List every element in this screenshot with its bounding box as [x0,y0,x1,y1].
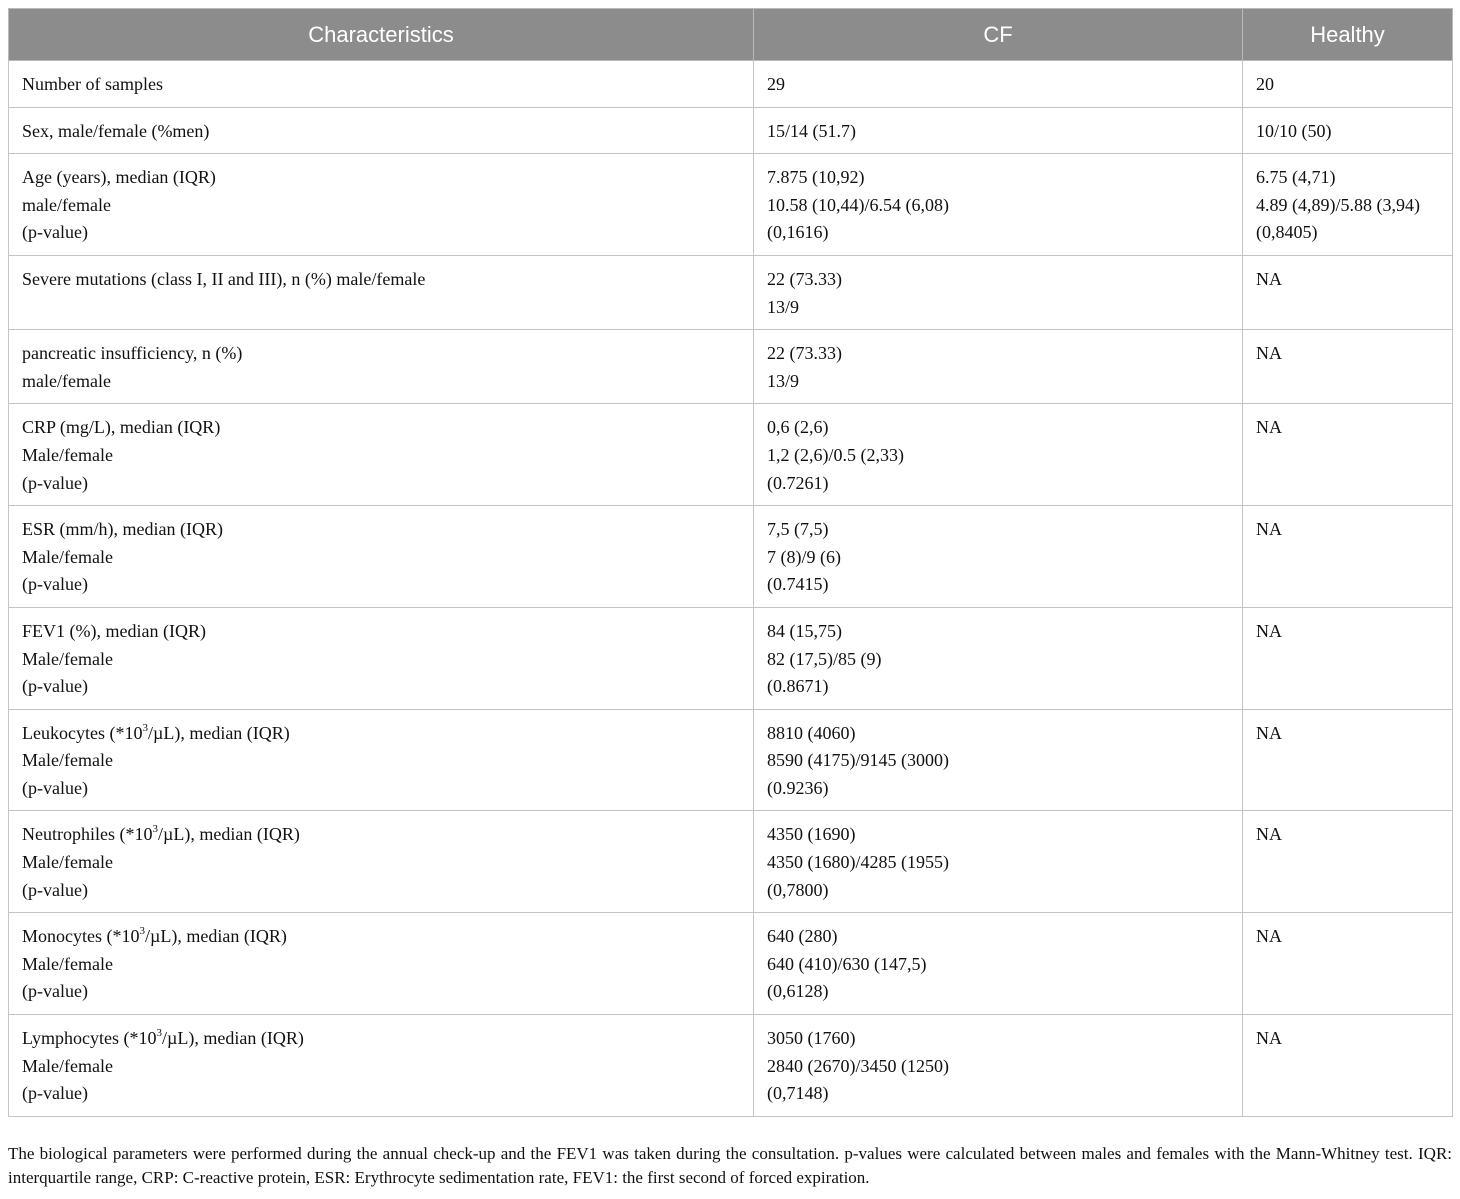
healthy-value-line: 20 [1256,74,1274,94]
healthy-value-cell [1243,1015,1453,1117]
healthy-value-cell [1243,61,1453,108]
healthy-value-cell [1243,607,1453,709]
characteristic-cell [9,107,754,154]
cf-value-line: 1,2 (2,6)/0.5 (2,33) [767,444,904,465]
healthy-value-cell [1243,154,1453,256]
characteristic-line: (p-value) [22,777,88,798]
characteristic-line: Male/female [22,1055,113,1076]
characteristic-line: Number of samples [22,74,163,94]
cf-value-cell [754,811,1243,913]
characteristic-line: (p-value) [22,1083,88,1104]
cf-value-line: 22 (73.33) [767,343,842,364]
characteristic-cell [9,404,754,506]
table-row [9,107,1453,154]
table-body [9,61,1453,1117]
healthy-value-line: NA [1256,519,1282,540]
characteristic-line: Leukocytes $(*10^3/\mu L)$, median (IQR) [22,721,290,743]
cf-value-line: 640 (410)/630 (147,5) [767,953,927,974]
cf-value-line: 2840 (2670)/3450 (1250) [767,1055,949,1076]
cf-value-line: 84 (15,75) [767,620,842,641]
cf-value-cell [754,154,1243,256]
characteristic-line: (p-value) [22,574,88,595]
cf-value-line: (0.8671) [767,676,829,697]
healthy-value-line: NA [1256,722,1282,743]
characteristic-line: Male/female [22,852,113,873]
healthy-value-cell [1243,107,1453,154]
cf-value-line: 13/9 [767,370,800,391]
cf-value-cell [754,913,1243,1015]
healthy-value-line: NA [1256,268,1282,289]
healthy-value-line: 6.75 (4,71) [1256,167,1336,188]
cf-value-line: 0,6 (2,6) [767,417,829,438]
cf-value-cell [754,404,1243,506]
healthy-value-line: NA [1256,620,1282,641]
cf-value-line: 4350 (1680)/4285 (1955) [767,852,949,873]
cf-value-cell [754,506,1243,608]
cf-value-line: 7,5 (7,5) [767,519,829,540]
characteristic-line: (p-value) [22,222,88,243]
cf-value-line: 22 (73.33) [767,268,842,289]
cf-value-line: 7 (8)/9 (6) [767,546,841,567]
cf-value-cell [754,107,1243,154]
cf-value-cell [754,330,1243,404]
characteristic-line: (p-value) [22,472,88,493]
characteristic-line: (p-value) [22,879,88,900]
header-healthy: Healthy [1243,9,1453,61]
cf-value-line: 10.58 (10,44)/6.54 (6,08) [767,194,949,215]
healthy-value-cell [1243,811,1453,913]
characteristic-line: ESR (mm/h), median (IQR) [22,519,223,540]
healthy-value-line: NA [1256,926,1282,947]
cf-value-line: 15/14 (51.7) [767,120,856,141]
characteristic-line: Sex, male/female (%men) [22,120,210,141]
characteristic-cell [9,1015,754,1117]
table-row [9,506,1453,608]
characteristic-line: Age (years), median (IQR) [22,167,216,188]
characteristic-cell [9,709,754,811]
healthy-value-line: (0,8405) [1256,222,1318,243]
table-row [9,61,1453,108]
header-row [9,9,1453,61]
characteristic-line: Male/female [22,750,113,771]
healthy-value-cell [1243,506,1453,608]
healthy-value-cell [1243,330,1453,404]
characteristic-line: pancreatic insufficiency, n (%) [22,343,243,364]
characteristic-line: Neutrophiles $(*10^3/\mu L)$, median (IQR) [22,823,300,845]
characteristic-line: FEV1 (%), median (IQR) [22,620,206,641]
characteristic-cell [9,506,754,608]
characteristic-line: (p-value) [22,981,88,1002]
characteristic-line: CRP (mg/L), median (IQR) [22,417,221,438]
healthy-value-line: NA [1256,417,1282,438]
characteristic-cell [9,154,754,256]
characteristics-table [8,8,1453,1117]
table-footnote: The biological parameters were performed during the annual check-up and the FEV1 was taken during the consultation. p-values were calculated between males and females with the Mann-Whitney test. IQR: interquartile range, CRP: C-reactive protein, ESR: Erythrocyte sedimentation rate, FEV1: the first second of forced expiration. [8,1144,1452,1187]
cf-value-line: 82 (17,5)/85 (9) [767,648,882,669]
characteristic-line: (p-value) [22,676,88,697]
characteristic-line: Male/female [22,953,113,974]
healthy-value-line: NA [1256,343,1282,364]
cf-value-line: 640 (280) [767,926,838,947]
characteristic-cell [9,61,754,108]
characteristic-line: male/female [22,194,111,215]
table-row [9,255,1453,329]
cf-value-line: 8810 (4060) [767,722,856,743]
cf-value-line: (0.9236) [767,777,829,798]
characteristic-line: Male/female [22,546,113,567]
characteristic-line: Male/female [22,444,113,465]
cf-value-line: 4350 (1690) [767,824,856,845]
characteristic-cell [9,913,754,1015]
cf-value-cell [754,255,1243,329]
characteristic-cell [9,811,754,913]
characteristic-line: Male/female [22,648,113,669]
healthy-value-cell [1243,404,1453,506]
cf-value-cell [754,709,1243,811]
cf-value-line: (0.7415) [767,574,829,595]
healthy-value-line: 10/10 (50) [1256,120,1332,141]
header-characteristics: Characteristics [9,9,754,61]
table-row [9,913,1453,1015]
cf-value-cell [754,607,1243,709]
cf-value-line: (0.7261) [767,472,829,493]
characteristic-cell [9,255,754,329]
healthy-value-cell [1243,709,1453,811]
cf-value-line: 7.875 (10,92) [767,167,865,188]
characteristic-line: Severe mutations (class I, II and III), n (%) male/female [22,268,426,289]
healthy-value-line: NA [1256,1028,1282,1049]
cf-value-cell [754,61,1243,108]
healthy-value-cell [1243,913,1453,1015]
cf-value-line: 29 [767,74,785,94]
characteristic-cell [9,607,754,709]
header-cf: CF [754,9,1243,61]
healthy-value-line: 4.89 (4,89)/5.88 (3,94) [1256,194,1420,215]
cf-value-line: 3050 (1760) [767,1028,856,1049]
cf-value-line: (0,1616) [767,222,829,243]
characteristic-line: Monocytes $(*10^3/\mu L)$, median (IQR) [22,925,287,947]
table-row [9,607,1453,709]
cf-value-line: 8590 (4175)/9145 (3000) [767,750,949,771]
characteristic-line: male/female [22,370,111,391]
cf-value-line: (0,7148) [767,1083,829,1104]
table-row [9,154,1453,256]
table-row [9,811,1453,913]
characteristic-line: Lymphocytes $(*10^3/\mu L)$, median (IQR) [22,1027,304,1049]
cf-value-line: 13/9 [767,296,800,317]
cf-value-line: (0,7800) [767,879,829,900]
table-row [9,404,1453,506]
table-row [9,1015,1453,1117]
healthy-value-line: NA [1256,824,1282,845]
healthy-value-cell [1243,255,1453,329]
cf-value-line: (0,6128) [767,981,829,1002]
characteristic-cell [9,330,754,404]
table-row [9,709,1453,811]
cf-value-cell [754,1015,1243,1117]
table-row [9,330,1453,404]
table-container [8,8,1452,1117]
